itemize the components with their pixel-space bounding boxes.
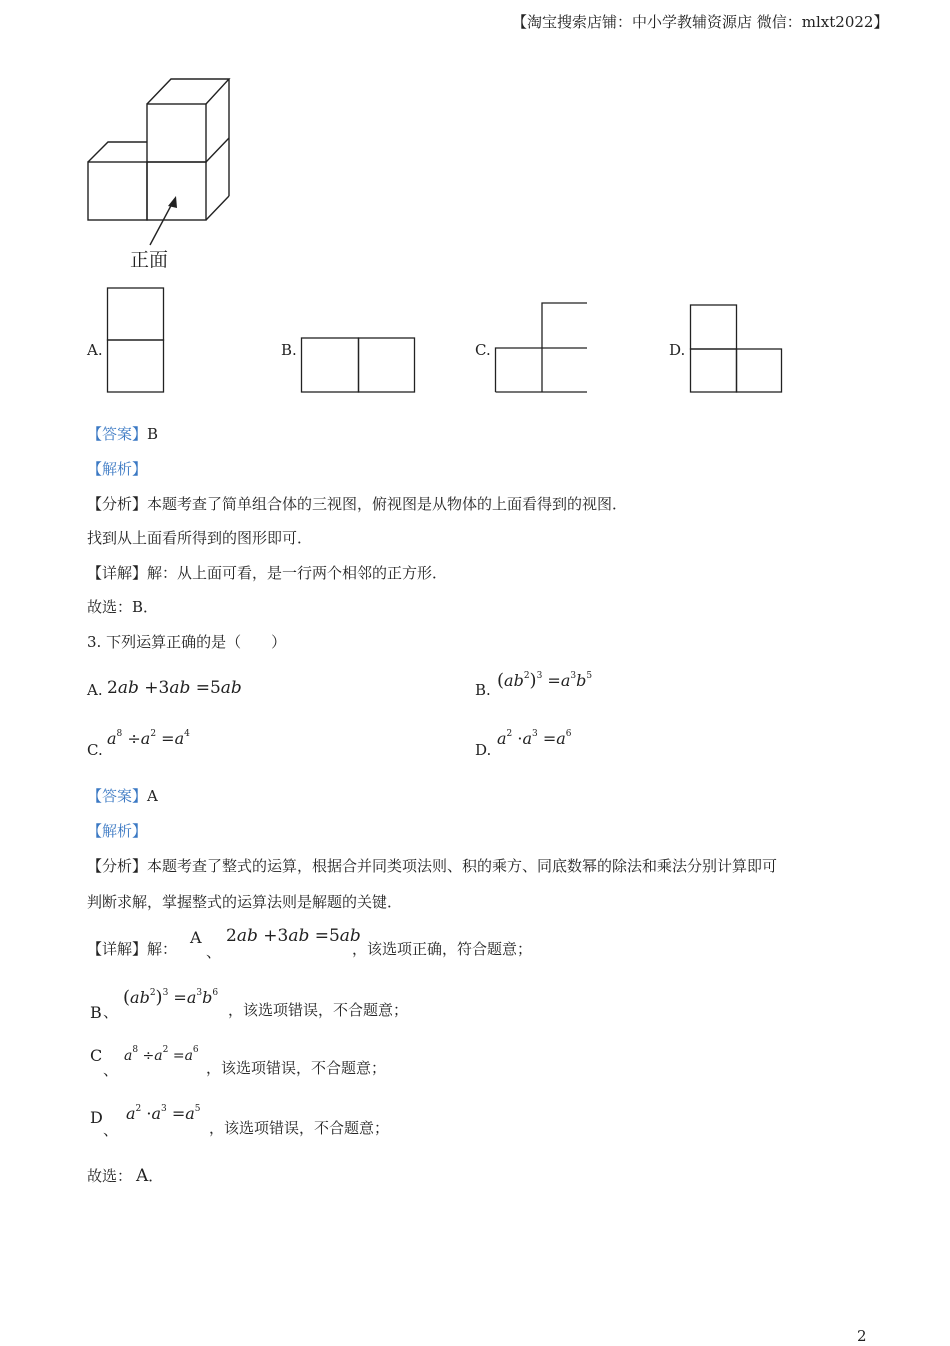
- q2-option-b-figure: [300, 337, 418, 395]
- q3-detail-d-sep: 、: [103, 1121, 119, 1139]
- q3-fenxi-tag: 【分析】: [87, 857, 148, 875]
- q3-option-a-label: A.: [87, 681, 103, 699]
- q3-option-b-label: B.: [475, 681, 491, 699]
- q2-option-d-label: D.: [669, 341, 686, 359]
- q2-answer: B: [147, 425, 159, 443]
- q2-option-a-label: A.: [87, 341, 103, 359]
- q2-option-b-label: B.: [281, 341, 297, 359]
- q3-analysis-tag: 【解析】: [87, 822, 148, 840]
- q3-answer: A: [147, 787, 158, 805]
- q2-option-c-figure: [494, 302, 590, 395]
- q2-conclusion: 故选：B．: [87, 598, 159, 616]
- q2-fenxi-text: 本题考查了简单组合体的三视图，俯视图是从物体的上面看得到的视图．: [147, 495, 628, 513]
- q2-option-d-figure: [689, 304, 785, 395]
- front-label: 正面: [130, 249, 169, 271]
- q3-conclusion-post: ．: [148, 1167, 164, 1185]
- q2-fenxi-text2: 找到从上面看所得到的图形即可．: [87, 529, 313, 547]
- q3-detail-d-expr: $a^2 \cdot a^3 =a^5$: [126, 1104, 201, 1123]
- q3-detail-a-expr: 2ab +3ab =5ab: [226, 926, 361, 946]
- q2-option-a-figure: [106, 287, 166, 395]
- q3-fenxi-line: [87, 856, 777, 876]
- q3-detail-b-letter: B: [90, 1003, 102, 1022]
- q3-detail-d-comment: ，该选项错误，不合题意；: [209, 1119, 390, 1137]
- q2-fenxi-tag: 【分析】: [87, 495, 148, 513]
- q3-xiangjie-tag: 【详解】: [87, 940, 148, 958]
- q3-conclusion: [87, 1166, 163, 1186]
- q3-xiangjie-lead: [87, 939, 177, 959]
- q2-xiangjie-text: 解：从上面可看，是一行两个相邻的正方形．: [147, 564, 448, 582]
- q2-analysis-tag: 【解析】: [87, 460, 148, 478]
- q3-fenxi-text2: 判断求解，掌握整式的运算法则是解题的关键．: [87, 893, 403, 911]
- q3-detail-d-letter: D: [90, 1108, 103, 1127]
- q3-detail-a-comment: ，该选项正确，符合题意；: [352, 940, 533, 958]
- q3-detail-c-expr: $a^8 \div a^2 =a^6$: [124, 1045, 199, 1064]
- q3-detail-a-sep: 、: [206, 943, 222, 961]
- q3-detail-c-letter: C: [90, 1046, 103, 1065]
- q3-detail-b-expr: $(ab^2)^3 =a^3b^6$: [123, 987, 219, 1008]
- q3-option-c-expr: $a^8 \div a^2 =a^4$: [107, 729, 190, 748]
- q3-fenxi-text: 本题考查了整式的运算，根据合并同类项法则、积的乘方、同底数幂的除法和乘法分别计算即可: [147, 857, 778, 875]
- q3-conclusion-val: A: [136, 1166, 149, 1186]
- q3-option-c-label: C.: [87, 741, 103, 759]
- q3-option-d-label: D.: [475, 741, 492, 759]
- q3-answer-line: [87, 786, 158, 806]
- q3-xiangjie-pre: 解：: [147, 940, 178, 958]
- q2-fenxi-line: [87, 494, 627, 514]
- q2-answer-tag: 【答案】: [87, 425, 148, 443]
- q2-xiangjie-line: [87, 563, 447, 583]
- q3-answer-tag: 【答案】: [87, 787, 148, 805]
- q3-option-b-expr: $(ab^2)^3 =a^3b^5$: [497, 670, 593, 691]
- q3-detail-b-sep: 、: [103, 1003, 119, 1021]
- q3-conclusion-pre: 故选：: [87, 1167, 133, 1185]
- q2-option-c-label: C.: [475, 341, 491, 359]
- q3-detail-a-letter: A: [190, 928, 202, 947]
- q2-xiangjie-tag: 【详解】: [87, 564, 148, 582]
- q3-stem: 3. 下列运算正确的是（ ）: [87, 633, 287, 651]
- q3-detail-b-comment: ，该选项错误，不合题意；: [228, 1001, 409, 1019]
- page-header: 【淘宝搜索店铺：中小学教辅资源店 微信：mlxt2022】: [512, 13, 889, 31]
- q3-option-a-expr: 2ab +3ab =5ab: [107, 678, 242, 698]
- q3-detail-c-comment: ，该选项错误，不合题意；: [206, 1059, 387, 1077]
- q2-answer-line: [87, 424, 158, 444]
- q3-detail-c-sep: 、: [103, 1061, 119, 1079]
- page-number: 2: [857, 1327, 867, 1345]
- q3-option-d-expr: $a^2 \cdot a^3 =a^6$: [497, 729, 572, 748]
